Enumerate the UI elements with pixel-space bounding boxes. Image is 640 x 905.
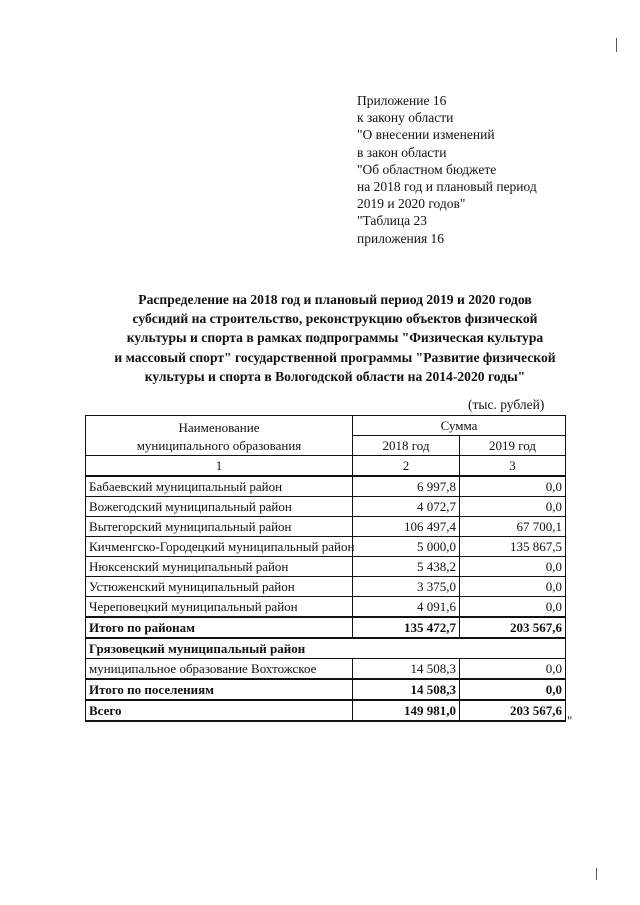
amount-2018: 106 497,4 bbox=[353, 517, 460, 537]
header-name bbox=[86, 416, 353, 456]
district-name: Устюженский муниципальный район bbox=[86, 577, 353, 597]
group-header: Грязовецкий муниципальный район bbox=[86, 638, 566, 659]
district-name: Череповецкий муниципальный район bbox=[86, 597, 353, 618]
total-settlements-2019: 0,0 bbox=[460, 679, 566, 700]
amount-2018: 5 000,0 bbox=[353, 537, 460, 557]
amount-2019: 0,0 bbox=[460, 597, 566, 618]
settlement-2019: 0,0 bbox=[460, 659, 566, 680]
appendix-line: "Таблица 23 bbox=[357, 213, 427, 229]
units-label: (тыс. рублей) bbox=[468, 397, 545, 412]
table-row bbox=[86, 476, 566, 497]
appendix-reference bbox=[357, 92, 537, 247]
table-row bbox=[86, 557, 566, 577]
header-name-line1: Наименование bbox=[178, 420, 260, 435]
column-number-1: 1 bbox=[86, 456, 353, 477]
appendix-line: Приложение 16 bbox=[357, 93, 447, 108]
total-settlements-2018: 14 508,3 bbox=[353, 679, 460, 700]
appendix-line: "О внесении изменений bbox=[357, 127, 495, 143]
total-settlements-label: Итого по поселениям bbox=[86, 679, 353, 700]
closing-quote: " bbox=[567, 713, 573, 728]
table-row bbox=[86, 577, 566, 597]
document-title bbox=[60, 290, 610, 386]
total-districts-row bbox=[86, 617, 566, 638]
header-year-2018: 2018 год bbox=[353, 436, 460, 456]
column-number-3: 3 bbox=[460, 456, 566, 477]
total-districts-2019: 203 567,6 bbox=[460, 617, 566, 638]
amount-2018: 3 375,0 bbox=[353, 577, 460, 597]
header-name-line2: муниципального образования bbox=[136, 438, 302, 453]
title-line: Распределение на 2018 год и плановый период 2019 и 2020 годов bbox=[138, 292, 532, 307]
title-line: и массовый спорт" государственной программы "Развитие физической bbox=[114, 349, 556, 365]
district-name: Нюксенский муниципальный район bbox=[86, 557, 353, 577]
header-year-2019: 2019 год bbox=[460, 436, 566, 456]
district-name: Вытегорский муниципальный район bbox=[86, 517, 353, 537]
appendix-line: приложения 16 bbox=[357, 230, 445, 246]
grand-total-row bbox=[86, 700, 566, 721]
district-name: Бабаевский муниципальный район bbox=[86, 476, 353, 497]
settlement-2018: 14 508,3 bbox=[353, 659, 460, 680]
settlement-row bbox=[86, 659, 566, 680]
appendix-line: в закон области bbox=[357, 144, 447, 160]
appendix-line: 2019 и 2020 годов" bbox=[357, 196, 466, 212]
table-row bbox=[86, 497, 566, 517]
title-line: культуры и спорта в Вологодской области на 2014-2020 годы" bbox=[144, 368, 526, 384]
table-row bbox=[86, 517, 566, 537]
district-name: Вожегодский муниципальный район bbox=[86, 497, 353, 517]
district-name: Кичменгско-Городецкий муниципальный район bbox=[86, 537, 353, 557]
total-districts-label: Итого по районам bbox=[86, 617, 353, 638]
amount-2018: 4 072,7 bbox=[353, 497, 460, 517]
group-header-row bbox=[86, 638, 566, 659]
appendix-line: к закону области bbox=[357, 110, 454, 126]
table-row bbox=[86, 597, 566, 618]
amount-2018: 6 997,8 bbox=[353, 476, 460, 497]
total-settlements-row bbox=[86, 679, 566, 700]
scan-mark bbox=[616, 38, 617, 52]
settlement-name: муниципальное образование Вохтожское bbox=[86, 659, 353, 680]
amount-2019: 0,0 bbox=[460, 577, 566, 597]
grand-total-label: Всего bbox=[86, 700, 353, 721]
amount-2019: 0,0 bbox=[460, 557, 566, 577]
header-sum: Сумма bbox=[353, 416, 566, 436]
total-districts-2018: 135 472,7 bbox=[353, 617, 460, 638]
amount-2019: 135 867,5 bbox=[460, 537, 566, 557]
amount-2019: 67 700,1 bbox=[460, 517, 566, 537]
table-row bbox=[86, 537, 566, 557]
amount-2019: 0,0 bbox=[460, 497, 566, 517]
grand-total-2018: 149 981,0 bbox=[353, 700, 460, 721]
column-number-2: 2 bbox=[353, 456, 460, 477]
appendix-line: "Об областном бюджете bbox=[357, 161, 497, 177]
title-line: субсидий на строительство, реконструкцию объектов физической bbox=[132, 311, 538, 327]
grand-total-2019: 203 567,6 bbox=[460, 700, 566, 721]
appendix-line: на 2018 год и плановый период bbox=[357, 179, 537, 195]
amount-2018: 5 438,2 bbox=[353, 557, 460, 577]
scan-mark bbox=[596, 868, 597, 880]
title-line: культуры и спорта в рамках подпрограммы "Физическая культура bbox=[126, 330, 544, 346]
amount-2018: 4 091,6 bbox=[353, 597, 460, 618]
amount-2019: 0,0 bbox=[460, 476, 566, 497]
subsidy-table bbox=[85, 415, 566, 722]
